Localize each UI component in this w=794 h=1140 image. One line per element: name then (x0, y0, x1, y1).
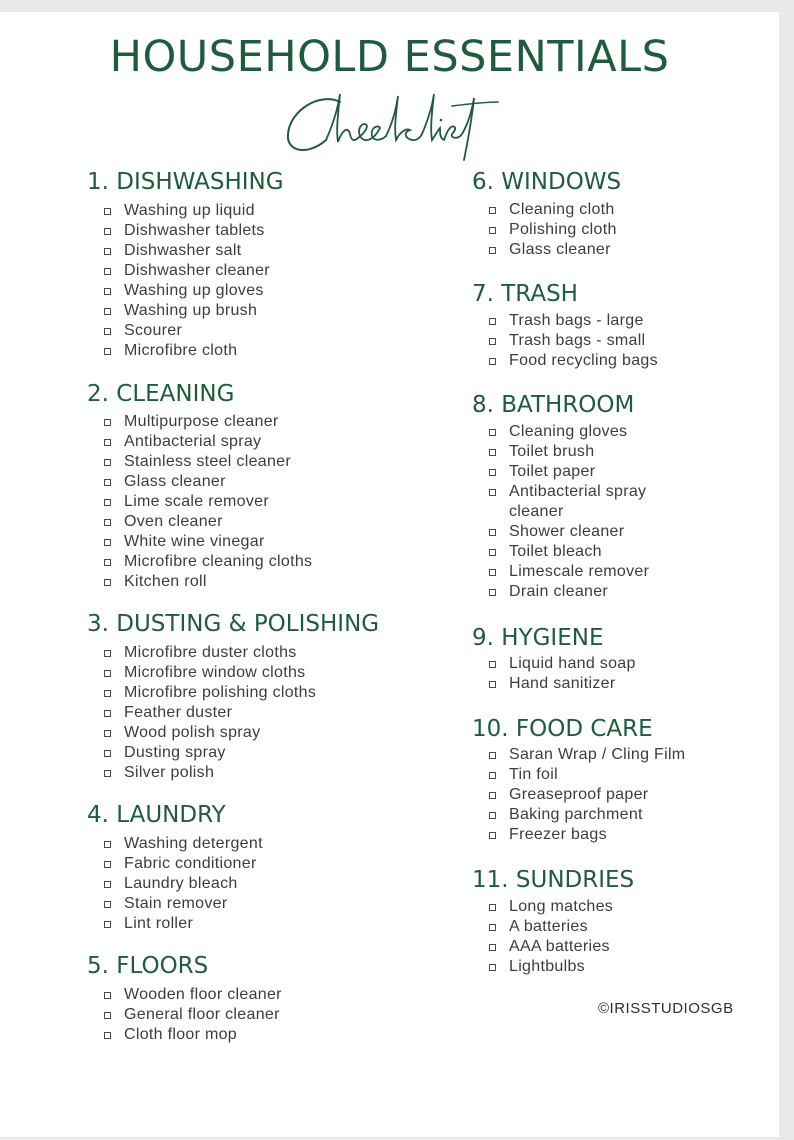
checkbox-icon[interactable] (489, 752, 496, 759)
item-label: Fabric conditioner (124, 855, 257, 872)
item-label: Wood polish spray (124, 724, 261, 741)
checkbox-icon[interactable] (489, 772, 496, 779)
checkbox-icon[interactable] (489, 792, 496, 799)
list-item[interactable] (472, 582, 649, 602)
checkbox-icon[interactable] (489, 832, 496, 839)
checkbox-icon[interactable] (489, 449, 496, 456)
item-label: cleaner (509, 503, 564, 520)
section-title: 10. FOOD CARE (472, 716, 653, 742)
section-bathroom (472, 391, 649, 599)
list-item[interactable] (87, 834, 263, 854)
list-item[interactable] (472, 917, 634, 937)
list-item[interactable] (472, 937, 634, 957)
list-item[interactable] (87, 723, 379, 743)
checkbox-icon[interactable] (104, 459, 111, 466)
list-item[interactable] (87, 221, 284, 241)
list-item[interactable] (472, 957, 634, 977)
list-item[interactable] (472, 240, 621, 260)
checklist-script-title (282, 84, 502, 164)
list-item[interactable] (87, 432, 312, 452)
checkbox-icon[interactable] (489, 529, 496, 536)
item-label: Toilet paper (509, 463, 596, 480)
checkbox-icon[interactable] (104, 921, 111, 928)
list-item[interactable] (472, 825, 685, 845)
checkbox-icon[interactable] (489, 338, 496, 345)
item-label: Trash bags - small (509, 332, 646, 349)
list-item[interactable] (87, 512, 312, 532)
section-title: 3. DUSTING & POLISHING (87, 611, 380, 637)
list-item[interactable] (472, 765, 685, 785)
item-label: Stain remover (124, 895, 228, 912)
item-label: Lightbulbs (509, 958, 585, 975)
section-sundries (472, 866, 634, 974)
item-list (87, 201, 284, 361)
list-item[interactable] (472, 311, 658, 331)
checkbox-icon[interactable] (489, 812, 496, 819)
item-list (87, 834, 263, 934)
list-item[interactable] (87, 985, 282, 1005)
item-label: Dishwasher tablets (124, 222, 265, 239)
item-label: Wooden floor cleaner (124, 986, 282, 1003)
checkbox-icon[interactable] (104, 579, 111, 586)
checkbox-icon[interactable] (104, 1032, 111, 1039)
list-item[interactable] (87, 552, 312, 572)
item-label: Glass cleaner (509, 241, 611, 258)
item-label: Dishwasher cleaner (124, 262, 270, 279)
checkbox-icon[interactable] (104, 248, 111, 255)
section-floors (87, 952, 282, 1043)
checkbox-icon[interactable] (489, 549, 496, 556)
item-label: AAA batteries (509, 938, 610, 955)
checkbox-icon[interactable] (104, 288, 111, 295)
item-list (472, 897, 634, 977)
list-item[interactable] (472, 220, 621, 240)
item-label: Dusting spray (124, 744, 226, 761)
checkbox-icon[interactable] (104, 559, 111, 566)
item-list (472, 654, 636, 694)
item-label: Greaseproof paper (509, 786, 649, 803)
item-label: Stainless steel cleaner (124, 453, 291, 470)
list-item[interactable] (87, 201, 284, 221)
section-title: 5. FLOORS (87, 953, 209, 979)
page-title: HOUSEHOLD ESSENTIALS (109, 32, 670, 82)
checkbox-icon[interactable] (489, 358, 496, 365)
checkbox-icon[interactable] (104, 650, 111, 657)
item-label: Washing detergent (124, 835, 263, 852)
list-item[interactable] (87, 281, 284, 301)
checkbox-icon[interactable] (104, 670, 111, 677)
list-item[interactable] (472, 562, 649, 582)
item-list (472, 200, 621, 260)
checkbox-icon[interactable] (489, 589, 496, 596)
item-label: Saran Wrap / Cling Film (509, 746, 686, 763)
item-label: Multipurpose cleaner (124, 413, 279, 430)
list-item[interactable] (87, 763, 379, 783)
item-label: Microfibre window cloths (124, 664, 306, 681)
item-list (472, 745, 685, 845)
item-label: A batteries (509, 918, 588, 935)
section-title: 11. SUNDRIES (472, 867, 635, 893)
item-label: Freezer bags (509, 826, 607, 843)
checkbox-icon[interactable] (104, 750, 111, 757)
item-label: Glass cleaner (124, 473, 226, 490)
item-label: Polishing cloth (509, 221, 617, 238)
checkbox-icon[interactable] (104, 730, 111, 737)
item-label: Kitchen roll (124, 573, 207, 590)
list-item[interactable] (472, 422, 649, 442)
item-label: Antibacterial spray (124, 433, 262, 450)
item-label: Cloth floor mop (124, 1026, 237, 1043)
list-item[interactable] (472, 522, 649, 542)
section-food-care (472, 715, 685, 843)
list-item[interactable] (472, 805, 685, 825)
section-title: 6. WINDOWS (472, 169, 622, 195)
item-list (472, 422, 649, 602)
checkbox-icon[interactable] (489, 489, 496, 496)
item-label: Laundry bleach (124, 875, 238, 892)
section-dusting-polishing (87, 610, 380, 781)
checklist-page (0, 12, 779, 1137)
item-label: General floor cleaner (124, 1006, 280, 1023)
list-item[interactable] (472, 654, 636, 674)
checkbox-icon[interactable] (104, 690, 111, 697)
item-label: Cleaning gloves (509, 423, 628, 440)
checkbox-icon[interactable] (104, 328, 111, 335)
list-item[interactable] (87, 472, 312, 492)
item-label: Drain cleaner (509, 583, 609, 600)
list-item[interactable] (87, 341, 284, 361)
list-item[interactable] (87, 1005, 282, 1025)
list-item-continuation (472, 502, 649, 522)
item-label: Food recycling bags (509, 352, 658, 369)
list-item[interactable] (472, 674, 636, 694)
item-label: Lint roller (124, 915, 194, 932)
list-item[interactable] (87, 703, 379, 723)
list-item[interactable] (472, 351, 658, 371)
item-label: Baking parchment (509, 806, 643, 823)
checkbox-icon[interactable] (104, 499, 111, 506)
list-item[interactable] (472, 462, 649, 482)
item-label: Feather duster (124, 704, 233, 721)
item-label: Cleaning cloth (509, 201, 615, 218)
item-label: Oven cleaner (124, 513, 223, 530)
item-label: Washing up gloves (124, 282, 264, 299)
list-item[interactable] (472, 745, 685, 765)
list-item[interactable] (87, 854, 263, 874)
checkbox-icon[interactable] (489, 247, 496, 254)
item-label: Long matches (509, 898, 614, 915)
checkbox-icon[interactable] (104, 992, 111, 999)
list-item[interactable] (87, 643, 379, 663)
item-list (87, 412, 312, 592)
checkbox-icon[interactable] (104, 539, 111, 546)
section-title: 4. LAUNDRY (87, 802, 226, 828)
list-item[interactable] (472, 897, 634, 917)
checkbox-icon[interactable] (104, 479, 111, 486)
item-list (87, 985, 282, 1045)
item-label: Tin foil (509, 766, 558, 783)
list-item[interactable] (87, 683, 379, 703)
item-label: Limescale remover (509, 563, 650, 580)
list-item[interactable] (472, 331, 658, 351)
section-title: 7. TRASH (472, 281, 578, 307)
list-item[interactable] (472, 482, 649, 502)
item-list (472, 311, 658, 371)
checkbox-icon[interactable] (489, 429, 496, 436)
checkbox-icon[interactable] (104, 208, 111, 215)
list-item[interactable] (87, 321, 284, 341)
checkbox-icon[interactable] (489, 227, 496, 234)
checkbox-icon[interactable] (489, 469, 496, 476)
checkbox-icon[interactable] (104, 439, 111, 446)
checkbox-icon[interactable] (489, 569, 496, 576)
list-item[interactable] (87, 663, 379, 683)
list-item[interactable] (87, 452, 312, 472)
list-item[interactable] (87, 412, 312, 432)
list-item[interactable] (87, 914, 263, 934)
section-title: 8. BATHROOM (472, 392, 635, 418)
checkbox-icon[interactable] (104, 519, 111, 526)
checkbox-icon[interactable] (104, 861, 111, 868)
copyright-notice: ©IRISSTUDIOSGB (598, 1000, 734, 1017)
item-label: Washing up liquid (124, 202, 255, 219)
checkbox-icon[interactable] (104, 228, 111, 235)
item-label: Scourer (124, 322, 183, 339)
checkbox-icon[interactable] (104, 841, 111, 848)
checkbox-icon[interactable] (104, 308, 111, 315)
item-label: Washing up brush (124, 302, 258, 319)
item-label: Microfibre cleaning cloths (124, 553, 313, 570)
list-item[interactable] (472, 442, 649, 462)
section-dishwashing (87, 168, 284, 359)
item-label: White wine vinegar (124, 533, 265, 550)
checkbox-icon[interactable] (489, 318, 496, 325)
checkbox-icon[interactable] (104, 901, 111, 908)
section-hygiene (472, 624, 636, 692)
list-item[interactable] (87, 261, 284, 281)
section-laundry (87, 801, 263, 932)
section-title: 1. DISHWASHING (87, 169, 284, 195)
checkbox-icon[interactable] (489, 661, 496, 668)
checkbox-icon[interactable] (104, 268, 111, 275)
list-item[interactable] (87, 241, 284, 261)
checkbox-icon[interactable] (104, 348, 111, 355)
section-title: 2. CLEANING (87, 381, 235, 407)
list-item[interactable] (87, 572, 312, 592)
checkbox-icon[interactable] (489, 924, 496, 931)
list-item[interactable] (87, 532, 312, 552)
checkbox-icon[interactable] (104, 419, 111, 426)
checkbox-icon[interactable] (489, 964, 496, 971)
list-item[interactable] (472, 542, 649, 562)
list-item[interactable] (87, 743, 379, 763)
section-windows (472, 168, 621, 256)
list-item[interactable] (472, 785, 685, 805)
checkbox-icon[interactable] (489, 681, 496, 688)
item-label: Trash bags - large (509, 312, 644, 329)
item-label: Shower cleaner (509, 523, 625, 540)
item-label: Microfibre cloth (124, 342, 238, 359)
item-label: Toilet bleach (509, 543, 602, 560)
checkbox-icon[interactable] (104, 881, 111, 888)
checkbox-icon[interactable] (489, 207, 496, 214)
item-label: Silver polish (124, 764, 215, 781)
item-label: Microfibre duster cloths (124, 644, 297, 661)
item-label: Antibacterial spray (509, 483, 647, 500)
item-label: Microfibre polishing cloths (124, 684, 317, 701)
section-title: 9. HYGIENE (472, 625, 604, 651)
section-cleaning (87, 380, 312, 588)
checkbox-icon[interactable] (104, 770, 111, 777)
checkbox-icon[interactable] (104, 1012, 111, 1019)
checkbox-icon[interactable] (489, 944, 496, 951)
item-label: Lime scale remover (124, 493, 270, 510)
list-item[interactable] (87, 492, 312, 512)
item-label: Dishwasher salt (124, 242, 242, 259)
item-list (87, 643, 379, 783)
list-item[interactable] (87, 301, 284, 321)
list-item[interactable] (472, 200, 621, 220)
item-label: Liquid hand soap (509, 655, 636, 672)
item-label: Toilet brush (509, 443, 595, 460)
list-item[interactable] (87, 874, 263, 894)
section-trash (472, 280, 658, 368)
item-label: Hand sanitizer (509, 675, 616, 692)
list-item[interactable] (87, 894, 263, 914)
list-item[interactable] (87, 1025, 282, 1045)
checkbox-icon[interactable] (104, 710, 111, 717)
checkbox-icon[interactable] (489, 904, 496, 911)
